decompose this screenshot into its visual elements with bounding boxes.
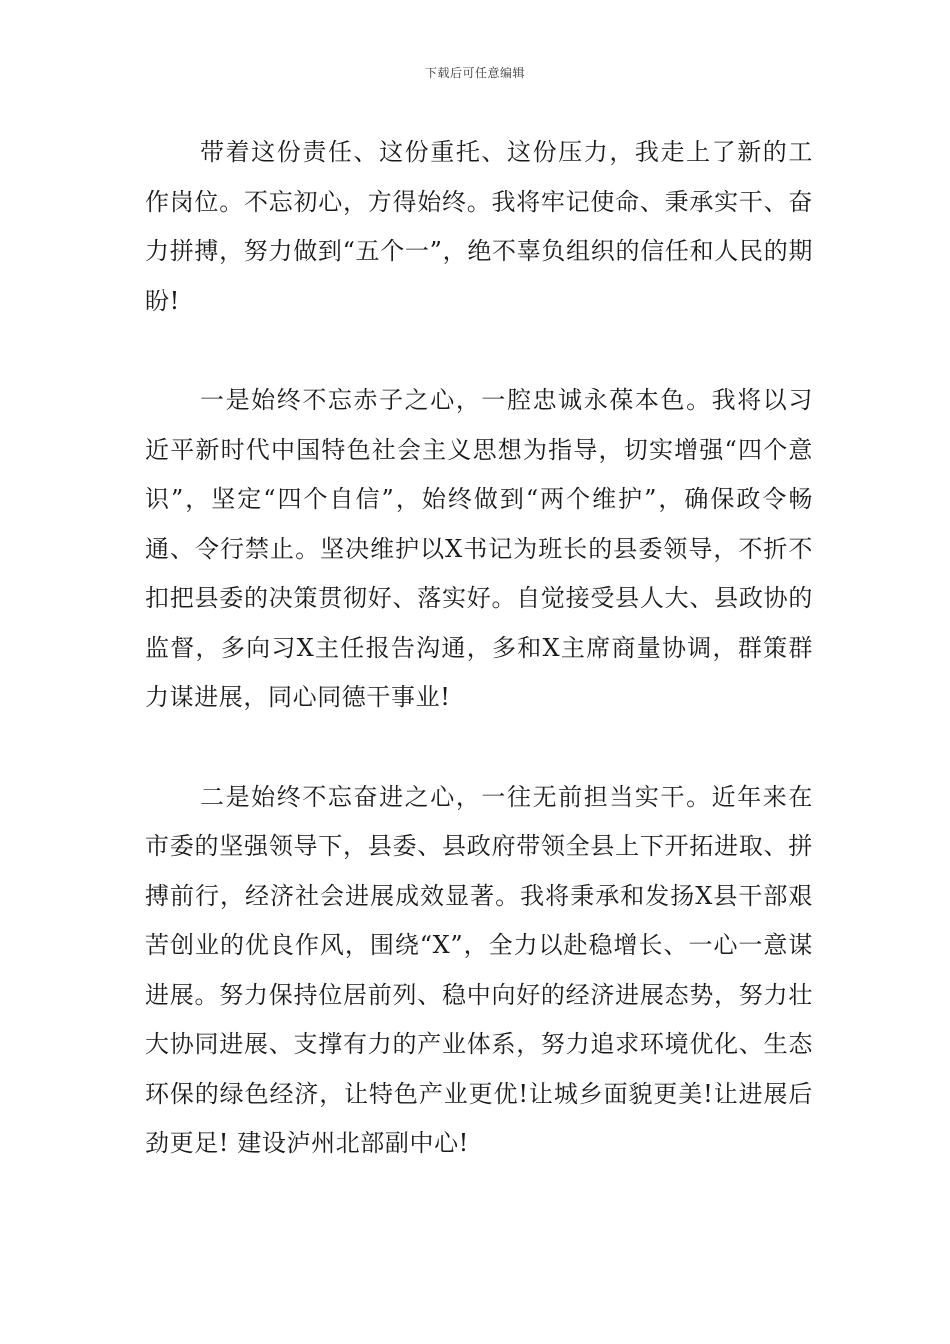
page-header-note: 下载后可任意编辑 — [424, 66, 525, 80]
paragraph-intro: 带着这份责任、这份重托、这份压力，我走上了新的工作岗位。不忘初心，方得始终。我将牢记使命、秉承实干、奋力拼搏，努力做到“五个一”，绝不辜负组织的信任和人民的期盼! — [145, 138, 813, 315]
document-body — [145, 128, 813, 1169]
paragraph-spacer — [145, 723, 813, 773]
paragraph-point-two: 二是始终不忘奋进之心，一往无前担当实干。近年来在市委的坚强领导下，县委、县政府带领全县上下开拓进取、拼搏前行，经济社会进展成效显著。我将秉承和发扬X县干部艰苦创业的优良作风，围绕“X”，全力以赴稳增长、一心一意谋进展。努力保持位居前列、稳中向好的经济进展态势，努力壮大协同进展、支撑有力的产业体系，努力追求环境优化、生态环保的绿色经济，让特色产业更优!让城乡面貌更美!让进展后劲更足! 建设泸州北部副中心! — [145, 782, 813, 1157]
paragraph-point-one: 一是始终不忘赤子之心，一腔忠诚永葆本色。我将以习近平新时代中国特色社会主义思想为指导，切实增强“四个意识”，坚定“四个自信”，始终做到“两个维护”，确保政令畅通、令行禁止。坚决维护以X书记为班长的县委领导，不折不扣把县委的决策贯彻好、落实好。自觉接受县人大、县政协的监督，多向习X主任报告沟通，多和X主席商量协调，群策群力谋进展，同心同德干事业! — [145, 386, 813, 711]
paragraph-spacer — [145, 326, 813, 376]
